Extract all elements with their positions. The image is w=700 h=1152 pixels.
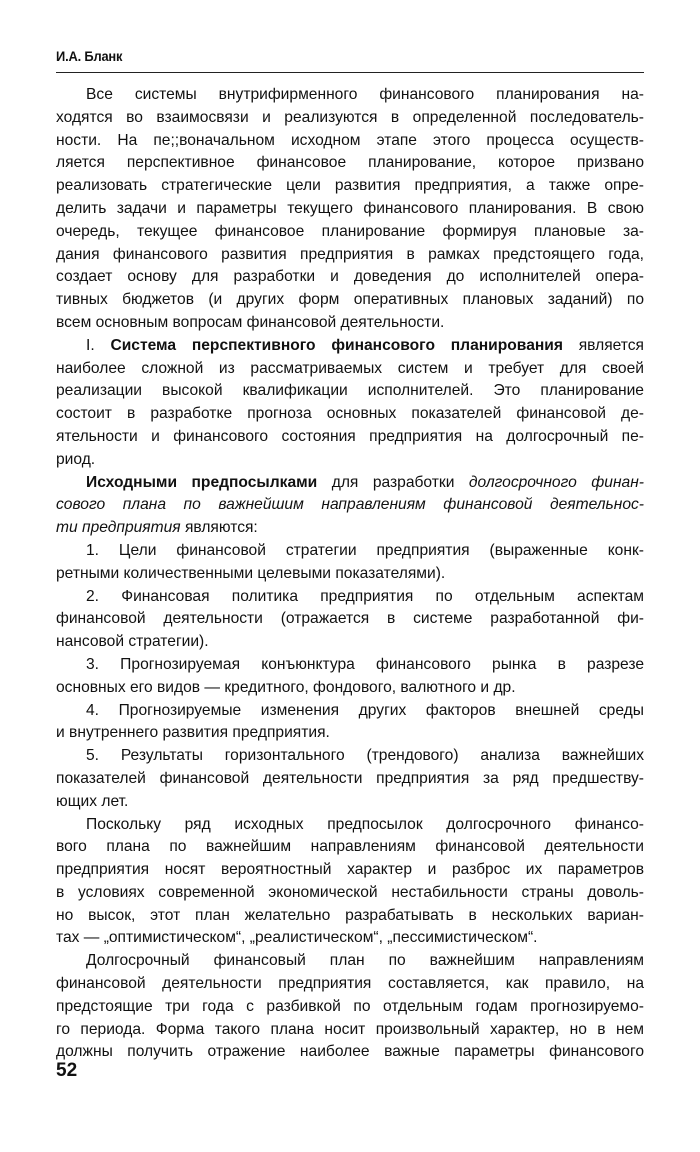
text-line [56, 312, 644, 335]
text-line [56, 791, 644, 814]
bold-run: Исходными предпосылками [86, 473, 318, 491]
text-line [56, 266, 644, 289]
text-run: ляется перспективное финансовое планирование, которое призвано [56, 154, 644, 172]
text-line [56, 221, 644, 244]
text-line [56, 745, 644, 768]
text-line [56, 1019, 644, 1042]
text-line [56, 586, 644, 609]
text-run: 5. Результаты горизонтального (трендового) анализа важнейших [86, 747, 644, 765]
text-line [56, 814, 644, 837]
text-run: тах — „оптимистическом“, „реалистическом“, „пессимистическом“. [56, 929, 538, 947]
text-line [56, 882, 644, 905]
text-run: ности. На пе;;воначальном исходном этапе этого процесса осуществ- [56, 131, 644, 149]
text-line [56, 130, 644, 153]
text-run: ющих лет. [56, 792, 129, 810]
text-run: 4. Прогнозируемые изменения других факторов внешней среды [86, 701, 644, 719]
running-head-author: И.А. Бланк [56, 48, 123, 64]
text-run: состоит в разработке прогноза основных показателей финансовой де- [56, 405, 644, 423]
text-run: реализовать стратегические цели развития предприятия, а также опре- [56, 177, 644, 195]
text-run: тивных бюджетов (и других форм оперативных плановых заданий) по [56, 291, 644, 309]
text-line [56, 836, 644, 859]
text-line [56, 403, 644, 426]
italic-run: ти предприятия [56, 519, 181, 537]
book-page [56, 0, 644, 1152]
text-line [56, 700, 644, 723]
text-run: и внутреннего развития предприятия. [56, 724, 330, 742]
text-run: 3. Прогнозируемая конъюнктура финансового рынка в разрезе [86, 655, 644, 673]
text-run: очередь, текущее финансовое планирование формируя плановые за- [56, 222, 644, 240]
text-run: предприятия носят вероятностный характер и разброс их параметров [56, 861, 644, 879]
text-line [56, 927, 644, 950]
text-line [56, 517, 644, 540]
text-line [56, 859, 644, 882]
text-run: реализации высокой квалификации исполнителей. Это планирование [56, 382, 644, 400]
text-line [56, 358, 644, 381]
text-run: финансовой деятельности предприятия составляется, как правило, на [56, 975, 644, 993]
text-line [56, 426, 644, 449]
text-run: I. [86, 336, 111, 354]
text-run: дания финансового развития предприятия в рамках предстоящего года, [56, 245, 644, 263]
header-rule [56, 72, 644, 73]
text-line [56, 973, 644, 996]
text-run: Все системы внутрифирменного финансового планирования на- [86, 86, 644, 103]
text-line [56, 449, 644, 472]
text-line [56, 152, 644, 175]
text-run: всем основным вопросам финансовой деятельности. [56, 313, 445, 331]
text-run: создает основу для разработки и доведения до исполнителей опера- [56, 268, 644, 286]
text-line [56, 175, 644, 198]
text-run: в условиях современной экономической нестабильности страны доволь- [56, 883, 644, 901]
bold-run: Система перспективного финансового планирования [110, 336, 563, 354]
text-run: 2. Финансовая политика предприятия по отдельным аспектам [86, 587, 644, 605]
text-line [56, 380, 644, 403]
text-run: го периода. Форма такого плана носит произвольный характер, но в нем [56, 1020, 644, 1038]
text-line [56, 289, 644, 312]
page-number: 52 [56, 1060, 78, 1081]
text-line [56, 631, 644, 654]
text-run: финансовой деятельности (отражается в системе разработанной фи- [56, 610, 644, 628]
text-run: Поскольку ряд исходных предпосылок долгосрочного финансо- [86, 815, 644, 833]
text-line [56, 244, 644, 267]
text-run: вого плана по важнейшим направлениям финансовой деятельности [56, 838, 644, 856]
text-line [56, 654, 644, 677]
text-line [56, 84, 644, 107]
text-run: являются: [180, 519, 258, 537]
text-run: показателей финансовой деятельности предприятия за ряд предшеству- [56, 769, 644, 787]
text-line [56, 768, 644, 791]
text-run: наиболее сложной из рассматриваемых систем и требует для своей [56, 359, 644, 377]
italic-run: сового плана по важнейшим направлениям финансовой деятельнос- [56, 496, 644, 514]
text-run: риод. [56, 450, 96, 468]
text-line [56, 472, 644, 495]
text-run: но высок, этот план желательно разрабатывать в нескольких вариан- [56, 906, 644, 924]
text-run: должны получить отражение наиболее важные параметры финансового [56, 1043, 644, 1061]
text-run: 1. Цели финансовой стратегии предприятия (выраженные конк- [86, 541, 644, 559]
text-run: делить задачи и параметры текущего финансового планирования. В свою [56, 199, 644, 217]
text-line [56, 107, 644, 130]
text-run: для разработки [317, 473, 469, 491]
text-line [56, 905, 644, 928]
text-line [56, 494, 644, 517]
text-run: нансовой стратегии). [56, 633, 209, 651]
italic-run: долгосрочного финан- [468, 473, 644, 491]
text-line [56, 608, 644, 631]
text-run: ятельности и финансового состояния предприятия на долгосрочный пе- [56, 427, 644, 445]
text-line [56, 950, 644, 973]
text-run: ретными количественными целевыми показателями). [56, 564, 446, 582]
text-run: является [562, 336, 644, 354]
text-line [56, 198, 644, 221]
text-line [56, 335, 644, 358]
text-run: основных его видов — кредитного, фондового, валютного и др. [56, 678, 516, 696]
text-run: Долгосрочный финансовый план по важнейшим направлениям [86, 952, 644, 970]
text-line [56, 996, 644, 1019]
body-text [56, 84, 644, 1064]
text-line [56, 677, 644, 700]
text-line [56, 563, 644, 586]
text-run: ходятся во взаимосвязи и реализуются в определенной последователь- [56, 108, 644, 126]
text-line [56, 540, 644, 563]
text-run: предстоящие три года с разбивкой по отдельным годам прогнозируемо- [56, 997, 644, 1015]
text-line [56, 1041, 644, 1064]
text-line [56, 722, 644, 745]
